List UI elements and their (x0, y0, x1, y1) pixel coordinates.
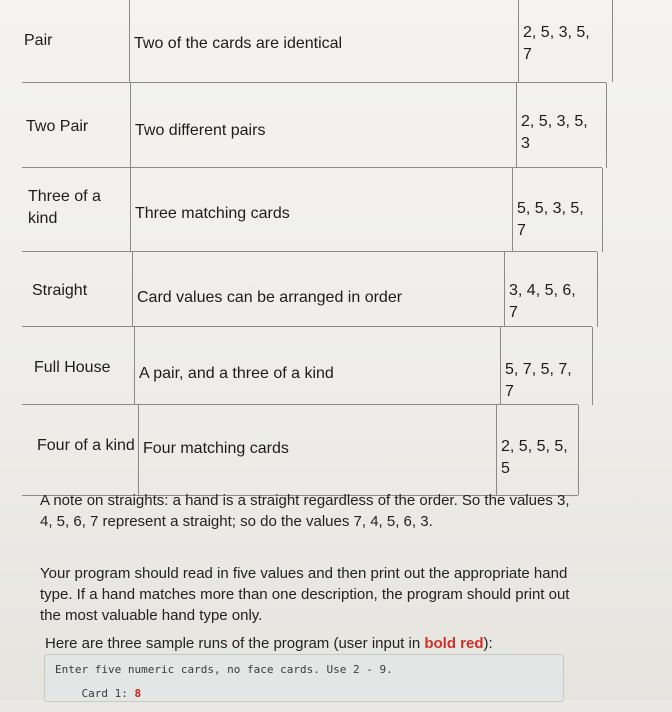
table-row (22, 326, 592, 405)
hand-description-cell (132, 252, 505, 327)
straights-note: A note on straights: a hand is a straight regardless of the order. So the values 3, 4, 5, 6, 7 represent a straight; so do the values 7, 4, 5, 6, 3. (40, 492, 570, 530)
table-row (22, 82, 606, 168)
hand-description-cell (134, 327, 501, 405)
hand-description-cell (129, 0, 519, 82)
hand-name: Pair (24, 32, 53, 49)
hand-example: 3, 4, 5, 6, 7 (509, 282, 576, 321)
hand-name-cell (34, 405, 138, 495)
hand-example-cell (500, 327, 593, 405)
hand-description-cell (138, 405, 497, 495)
hand-name-cell (28, 252, 132, 327)
hand-description-cell (130, 83, 517, 168)
hand-description: Four matching cards (143, 440, 289, 457)
sample-runs-intro-text: Here are three sample runs of the program (user input in (45, 635, 425, 652)
hand-description: A pair, and a three of a kind (139, 365, 334, 382)
hand-description: Two of the cards are identical (134, 35, 343, 52)
sample-runs-intro-end: ): (483, 635, 493, 652)
hand-name: Two Pair (26, 118, 89, 135)
console-prompt-line: Enter five numeric cards, no face cards. Use 2 - 9. (55, 663, 393, 676)
hand-name: Straight (32, 282, 88, 299)
table-row (22, 404, 578, 496)
hand-example: 2, 5, 3, 5, 3 (521, 113, 588, 152)
hand-description: Two different pairs (135, 122, 266, 139)
hand-name-cell (30, 327, 134, 405)
hand-example-cell (512, 168, 603, 252)
hand-description: Three matching cards (135, 205, 290, 222)
hand-example: 2, 5, 3, 5, 7 (523, 24, 590, 63)
hand-description: Card values can be arranged in order (137, 289, 403, 306)
sample-run-console (44, 654, 564, 702)
hand-example-cell (518, 0, 613, 82)
hand-name-cell (22, 83, 130, 168)
hand-name-cell (22, 0, 129, 82)
hand-example: 5, 7, 5, 7, 7 (505, 361, 572, 400)
hand-example-cell (496, 405, 579, 495)
hand-name-cell (24, 168, 130, 252)
sample-runs-intro (45, 633, 585, 654)
hand-name: Three of a kind (28, 188, 101, 227)
table-row (22, 167, 602, 252)
table-row (22, 251, 597, 327)
hand-example: 2, 5, 5, 5, 5 (501, 438, 568, 477)
hand-example: 5, 5, 3, 5, 7 (517, 200, 584, 239)
console-card-line (55, 676, 141, 712)
hand-name: Full House (34, 359, 111, 376)
table-row (22, 0, 612, 82)
program-instructions: Your program should read in five values and then print out the appropriate hand type. If a hand matches more than one description, the program should print out the most valuable hand type only. (40, 565, 570, 624)
hand-description-cell (130, 168, 513, 252)
hand-name: Four of a kind (37, 437, 135, 454)
console-card-label: Card 1: (81, 687, 135, 700)
hand-example-cell (504, 252, 598, 327)
console-user-input: 8 (134, 687, 142, 700)
sample-runs-highlight: bold red (424, 635, 484, 652)
hand-example-cell (516, 83, 607, 168)
